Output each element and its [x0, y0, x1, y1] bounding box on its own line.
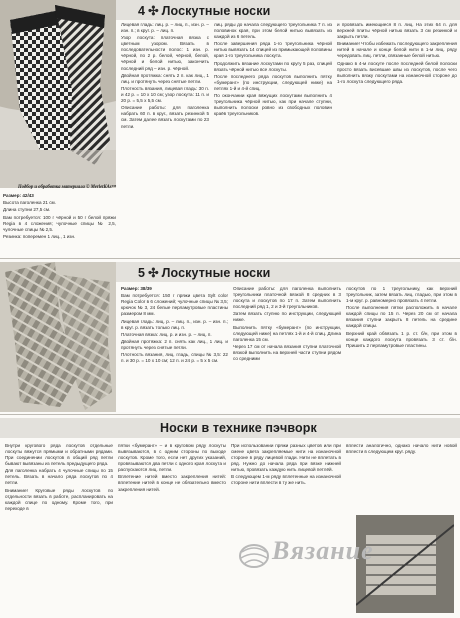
section5-col2-para: Затем вязать ступню по инструкции, следующей ниже. — [233, 311, 341, 323]
section5-col1-para: Плотность вязания, лиц. гладь, спицы № 3,5: 22 п. и 30 р. = 10 x 10 см; 12 п. и 24 р. = 5 x 5 см. — [121, 352, 228, 364]
section4-col2-para: Описание работы: для паголенка набрать 60 п. в круг., вязать резинкой 5 см. Затем далее вязать лоскутами по 23 петли. — [121, 105, 209, 129]
section4-col4-para: и провязать имеющиеся 8 п. лиц. На этих 64 п. для верхней плиты чёрной нитью вязать 3 см резинкой и закрыть петли. — [337, 22, 457, 40]
section5-column-3 — [346, 286, 457, 410]
section5-col1-para: Лицевая гладь: лиц. р. – лиц. п., изн. р. – изн. п.; в круг. р. вязать только лиц. п. — [121, 318, 228, 330]
section6-col1-para: Для паголенка набрать 4 чулочные спицы по 15 петель. Вязать в начало ряда лоскутов по 4 петли. — [5, 468, 113, 486]
watermark: Вязание — [272, 536, 374, 565]
section4-left-para: Размер: 42/43 — [3, 193, 34, 198]
clover-icon: ✣ — [148, 266, 159, 280]
section4-col3-para: После завершения ряда 1-го треугольника чёрной нитью вывязать 14 спицей из примыкающей половины края 1-го треугольника лоскута. — [214, 41, 332, 59]
section4-number: 4 — [138, 4, 146, 18]
section4-col3-para: лиц. ряды до начала следующего треугольника 7 п. из половинок края, при этом белой нитью вывязать из каждой из 6 петель. — [214, 22, 332, 40]
ball-of-yarn-icon — [236, 540, 272, 570]
section4-column-3 — [214, 22, 332, 254]
section4-col3-para: Продолжить вязание лоскутами по кругу 5 раз, спицей вязать чёрной нитью все лоскуты. — [214, 60, 332, 72]
section6-column-1 — [5, 443, 113, 615]
section6-col2-para: Вплетение нитей вместо закрепления нитей: вплетение нитей в конце не обязательно вместо закрепления нитей. — [118, 474, 226, 492]
section4-col4-para: Внимание! Чтобы избежать последующего закрепления нитей в начале и конце белой нити в 1-м лиц. ряду чередовать лиц. петли, связанные белой нитью. — [337, 41, 457, 59]
section6-col1-para: Внимание! Круговые ряды лоскутов по отдельности вязать в работе, распланировать на каждой спице по одному. Кроме того, при переходе в — [5, 487, 113, 511]
section4-col4-para: Однако в 4-м лоскуте после последней белой полоски просто вязать висевшие швы из лоскутов, после чего выполнить вязку лоскутами на изнаночной стороне до 1-го лоскута следующего ряда. — [337, 60, 457, 84]
section5-col1-para: Двойная протяжка: 2 п. снять как лиц., 1 лиц. и протянуть через снятые петли. — [121, 339, 228, 351]
section5-col1-para: Размер: 38/39 — [121, 286, 152, 291]
socks-photo-4 — [0, 0, 116, 188]
section4-title-text: Лоскутные носки — [161, 4, 271, 18]
section5-col2-para: Через 17 см от начала вязания ступни платочной вязкой выполнить на верхней части ступни рядом со средними — [233, 343, 341, 362]
section5-number: 5 — [138, 266, 146, 280]
section6-col3-para: В следующем 1-м ряду вплетенные на изнаночной стороне нити вплести в ту же нить. — [231, 474, 341, 486]
section4-left-column — [3, 193, 116, 255]
section6-col2-para: пятки «бумеранг» – и в круговом ряду лоскуты вывязываются, в с одним стороны по выходе лоскутов. Кроме того, если нет других указаний, провязываются два петли с одного края лоскута и распускаются лиц. петли. — [118, 443, 226, 473]
section5-col3-para: Верхний край обвязать 1 р. ст. б/н, при этом в конце каждого лоскута провязать 3 ст. б/н. Пришить 2 перламутровые пластины. — [346, 330, 457, 348]
section5-col1-para: Вам потребуется: 150 г пряжи цвета Sylt color Regia Color в 6 сложений; чулочные спицы № 3,5; крючок № 3, 24 белые перламутровые пластины размером 8 мм. — [121, 293, 228, 317]
clover-icon: ✣ — [148, 4, 159, 18]
section5-col2-para: Выполнить пятку «бумеранг» (по инструкции, следующей ниже) на петлях 1-й и 4-й спиц. Длина паголенка 15 см. — [233, 324, 341, 342]
section5-column-1 — [121, 286, 228, 410]
section5-column-2 — [233, 286, 341, 410]
section5-col2-para: Описание работы: для паголенка выполнить треугольники платочной вязкой 8 средних в 3 лоскута и лоскутов по 17 п. Затем выполнить последний ряд 1, 2 и 3-й треугольников. — [233, 286, 341, 310]
section4-col2-para: Узор лоскута: платочная вязка с цветным узором. Вязать в последовательности полос: 1 изн. р. чёрной, по 2 р. белой, чёрной, белой, чёрной и белой нитью, закончить последний ряд – изн. р. чёрной. — [121, 35, 209, 71]
section4-column-2 — [121, 22, 209, 254]
section6-column-3 — [231, 443, 341, 615]
section6-col4-para: вплести аналогично, однако начало нити новой вплести в следующем круг. ряду. — [346, 443, 457, 455]
section4-col2-para: Лицевая гладь: лиц. р. – лиц. п., изн. р. – изн. п.; в круг. р. – лиц. п. — [121, 22, 209, 34]
section4-col2-para: Плотность вязания, лицевая гладь: 30 п. и 42 р. = 10 x 10 см; узор лоскута: 11 п. и 20 р. = 5,5 x 5,5 см. — [121, 86, 209, 104]
divider — [0, 258, 460, 259]
section5-col1-para: Платочная вязка: лиц. р. и изн. р. – лиц. п. — [121, 331, 212, 337]
section4-left-para: Длина ступни 27,5 см. — [3, 207, 51, 213]
section4-column-4 — [337, 22, 457, 254]
section4-col3-para: По окончании края вяжущих лоскутами выполнить 4 треугольника чёрной нитью, как при начале ступни, выполнить полоски ровно из свободных половин краёв треугольников. — [214, 93, 332, 117]
divider — [0, 414, 460, 415]
section6-column-4 — [346, 443, 457, 483]
socks-photo-5 — [0, 262, 116, 412]
section4-col2-para: Двойная протяжка: снять 2 п. как лиц., 1 лиц. и протянуть через снятые петли. — [121, 72, 209, 84]
section5-title — [138, 265, 270, 280]
section6-col3-para: При использовании пряжи разных цветов или при смене цвета закрепляемые нити на изнаночной стороне в ряду лицевой глади. Нити не вплетать в ряд. Нужно до начала ряда при вязке нижней нитью, провязать каждую нить лицевой петлёй. — [231, 443, 341, 473]
section5-col3-para: лоскутов по 1 треугольнику, как верхний треугольник, затем вязать лиц. гладью, при этом в 1-м круг. р. равномерно провязать 4 петли. — [346, 286, 457, 304]
section4-col3-para: После последнего ряда лоскутов выполнить пятку «бумеранг» (по инструкции, следующей ниже) на петлях 1-й и 4-й спиц. — [214, 73, 332, 92]
photo-caption: Подбор и обработка материала © MerletKAs™ — [18, 185, 117, 190]
section4-left-para: Резинка: поперемен 1 лиц., 1 изн. — [3, 234, 76, 240]
section6-col1-para: Внутри кругового ряда лоскутов отдельные лоскуты вяжутся прямыми и обратными рядами. При соединении лоскутов в общий ряд петли бывают вывязаны из петель предыдущего ряда. — [5, 443, 113, 467]
section4-left-para: Высота паголенка 21 см. — [3, 200, 56, 206]
section5-title-text: Лоскутные носки — [161, 266, 271, 280]
section6-title: Носки в технике пэчворк — [160, 421, 317, 435]
section6-column-2 — [118, 443, 226, 615]
section4-title — [138, 3, 270, 18]
section5-col3-para: После выполнения пятки расположить в начале каждой спицы по 15 п. Через 20 см от начала вязания ступни закрыть 8 петель на средине каждой спицы. — [346, 305, 457, 329]
section4-left-para: Вам потребуется: 100 г чёрной и 50 г белой пряжи Regia в 4 сложения; чулочные спицы № 2,5, чулочные спицы № 2,5. — [3, 214, 116, 232]
